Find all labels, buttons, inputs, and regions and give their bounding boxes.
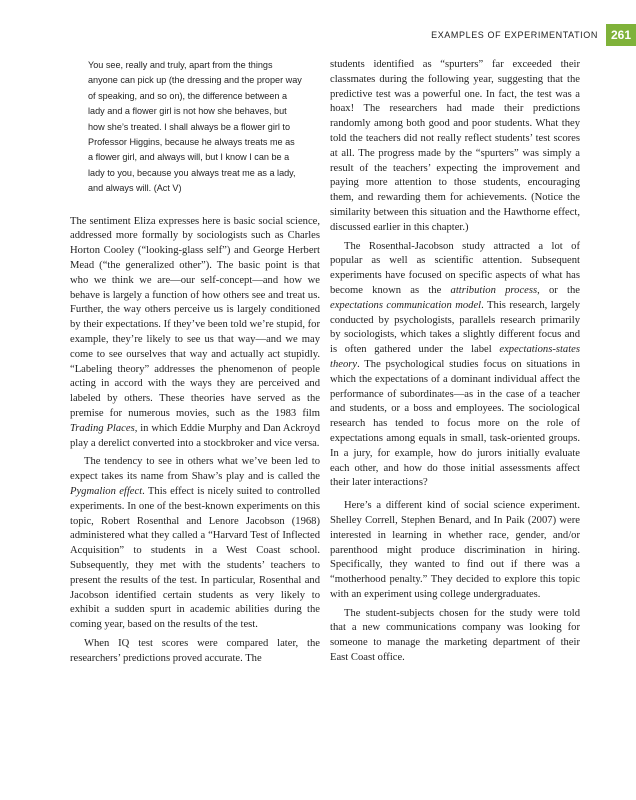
term-expectations-communication-model: expectations communication model <box>330 299 482 311</box>
page-number: 261 <box>606 24 636 46</box>
term-expectations-states-theory: expectations-states theory <box>330 344 580 370</box>
term-pygmalion-effect: Pygmalion effect <box>70 486 143 497</box>
page-header <box>431 24 636 46</box>
paragraph-correll-experiment: Here’s a different kind of social science experiment. Shelley Correll, Stephen Benard, and In Paik (2007) were interested in learning in whether race, gender, and/or parenthood might produce discrimination in hiring. Specifically, they wanted to find out if there was a “motherhood penalty.” They decided to explore this topic with an experiment using college undergraduates. <box>330 500 580 600</box>
paragraph-iq-scores: When IQ test scores were compared later, the researchers’ predictions proved accurate. The <box>70 637 320 664</box>
paragraph-eliza-sentiment: The sentiment Eliza expresses here is basic social science, addressed more formally by sociologists such as Charles Horton Cooley (“looking-glass self”) and George Herbert Mead (“the generalized other”). The basic point is that who we think we are—our self-concept—and how we behave is largely a function of how others see and treat us. Further, the way others perceive us is largely conditioned by their expectations. If they’ve been told we’re stupid, for example, they’re likely to see us that way—and we may come to see ourselves that way and actually act stupidly. “Labeling theory” addresses the phenomenon of people acting in accord with the ways they are perceived and labeled by others. These theories have served as the premise for numerous movies, such as the 1983 film Trading Places, in which Eddie Murphy and Dan Ackroyd play a derelict converted into a stockbroker and vice versa. <box>70 215 321 449</box>
block-quote: You see, really and truly, apart from the things anyone can pick up (the dressing and the proper way of speaking, and so on), the difference between a lady and a flower girl is not how she behaves, but how she’s treated. I shall always be a flower girl to Professor Higgins, because he always treats me as a flower girl, and always will, but I know I can be a lady to you, because you always treat me as a lady, and always will. (Act V) <box>88 60 302 194</box>
right-column <box>330 58 580 666</box>
paragraph-student-subjects: The student-subjects chosen for the study were told that a new communications company was looking for someone to manage the marketing department of their East Coast office. <box>330 607 580 664</box>
left-column <box>70 58 320 667</box>
film-title: Trading Places <box>70 422 135 434</box>
running-head: EXAMPLES OF EXPERIMENTATION <box>431 30 598 40</box>
paragraph-pygmalion-effect: The tendency to see in others what we’ve been led to expect takes its name from Shaw’s play and is called the Pygmalion effect. This effect is nicely suited to controlled experiments. In one of the best-known experiments on this topic, Robert Rosenthal and Lenore Jacobson (1968) administered what they called a “Harvard Test of Inflected Acquisition” to students in a West Coast school. Subsequently, they met with the students’ teachers to present the results of the test. In particular, Rosenthal and Jacobson identified certain students as very likely to exhibit a sudden spurt in academic abilities during the coming year, based on the results of the test. <box>70 456 320 631</box>
paragraph-rosenthal-jacobson: The Rosenthal-Jacobson study attracted a lot of popular as well as scientific attention. Subsequent experiments have focused on specific aspects of what has become known as the attribution process, or the expectations communication model. This research, largely conducted by psychologists, parallels research primarily by sociologists, which takes a slightly different focus and is often gathered under the label expectations-states theory. The psychological studies focus on situations in which the expectations of a dominant individual affect the performance of subordinates—as in the case of a teacher and students, or a boss and employees. The sociological research has tended to focus more on the role of expectations among equals in small, task-oriented groups. In a jury, for example, how do jurors initially evaluate each other, and how do those initial assessments affect their later interactions? <box>330 240 581 489</box>
term-attribution-process: attribution process <box>450 284 538 296</box>
paragraph-spurters: students identified as “spurters” far exceeded their classmates during the following year, suggesting that the predictive test was a powerful one. In fact, the test was a hoax! The researchers had made their predictions randomly among both good and poor students. What they told the teachers did not really reflect students’ test scores at all. The progress made by the “spurters” was simply a result of the teachers’ expecting the improvement and paying more attention to those students, encouraging them, and rewarding them for achievements. (Notice the similarity between this situation and the Hawthorne effect, discussed earlier in this chapter.) <box>330 59 580 233</box>
